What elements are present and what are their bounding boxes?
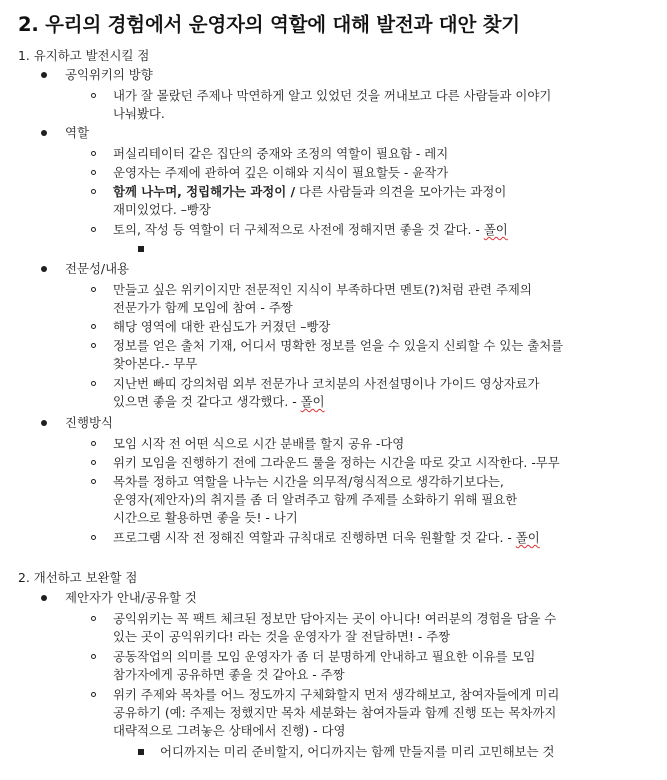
s1-g2-item4-text: 토의, 작성 등 역할이 더 구체적으로 사전에 정해지면 좋을 것 같다. - (113, 222, 484, 237)
s1-g4-item3-line2: 운영자(제안자)의 취지를 좀 더 알려주고 함께 주제를 소화하기 위해 필요한 (113, 492, 518, 507)
section2-heading: 2. 개선하고 보완할 점 (18, 570, 138, 585)
bullet-square-icon (138, 246, 144, 252)
s2-g1-label: 제안자가 안내/공유할 것 (65, 590, 197, 605)
s1-g1-item1-line2: 나눠봤다. (113, 106, 165, 121)
s1-g2-item3-line1 (113, 183, 506, 200)
bullet-disc-icon (41, 130, 47, 136)
s1-g2-label: 역할 (65, 125, 89, 140)
s1-g4-item3-line3: 시간으로 활용하면 좋을 듯! - 나기 (113, 510, 298, 525)
s1-g3-label: 전문성/내용 (65, 261, 130, 276)
s1-g4-item3-line1: 목차를 정하고 역할을 나누는 시간을 의무적/형식적으로 생각하기보다는, (113, 474, 504, 489)
s1-g4-item2: 위키 모임을 진행하기 전에 그라운드 룰을 정하는 시간을 따로 갖고 시작한다. -무무 (113, 455, 560, 470)
bullet-disc-icon (41, 266, 47, 272)
bullet-circle-icon (91, 692, 96, 697)
s1-g3-item3-line1: 정보를 얻은 출처 기재, 어디서 명확한 정보를 얻을 수 있을지 신뢰할 수 있는 출처를 (113, 338, 564, 353)
s1-g4-item1: 모임 시작 전 어떤 식으로 시간 분배를 할지 공유 -다영 (113, 436, 405, 451)
bullet-circle-icon (91, 343, 96, 348)
bullet-circle-icon (91, 324, 96, 329)
bullet-circle-icon (91, 535, 96, 540)
s2-g1-item3-line3: 대략적으로 그려놓은 상태에서 진행) - 다영 (113, 723, 346, 738)
bullet-circle-icon (91, 654, 96, 659)
s1-g3-item4-text: 있으면 좋을 것 같다고 생각했다. - (113, 394, 301, 409)
s2-g1-item1-line2: 있는 곳이 공익위키다! 라는 것을 운영자가 잘 전달하면! - 주짱 (113, 629, 451, 644)
s1-g2-item1: 퍼실리테이터 같은 집단의 중재와 조정의 역할이 필요함 - 레지 (113, 146, 449, 161)
s2-g1-item3-line1: 위키 주제와 목차를 어느 정도까지 구체화할지 먼저 생각해보고, 참여자들에게 미리 (113, 687, 560, 702)
bullet-disc-icon (41, 595, 47, 601)
s1-g4-label: 진행방식 (65, 415, 113, 430)
s2-g1-item1-line1: 공익위키는 꼭 팩트 체크된 정보만 담아지는 곳이 아니다! 여러분의 경험을 담을 수 (113, 611, 557, 626)
s1-g4-item4-author: 폴이 (515, 530, 540, 545)
page-title: 2. 우리의 경험에서 운영자의 역할에 대해 발전과 대안 찾기 (18, 13, 520, 36)
s1-g2-item2: 운영자는 주제에 관하여 깊은 이해와 지식이 필요할듯 - 윤작가 (113, 165, 449, 180)
s1-g2-item3-rest: 다른 사람들과 의견을 모아가는 과정이 (295, 184, 507, 199)
s1-g2-item3-bold: 함께 나누며, 정립해가는 과정이 / (113, 184, 296, 199)
bullet-circle-icon (91, 189, 96, 194)
bullet-circle-icon (91, 479, 96, 484)
bullet-circle-icon (91, 227, 96, 232)
bullet-circle-icon (91, 616, 96, 621)
bullet-circle-icon (91, 381, 96, 386)
s2-g1-item3-line2: 공유하기 (예: 주제는 정했지만 목차 세분화는 참여자들과 함께 진행 또는 목차까지 (113, 705, 557, 720)
section1-heading: 1. 유지하고 발전시킬 점 (18, 48, 150, 63)
s1-g4-item4 (113, 529, 540, 546)
s1-g1-label: 공익위키의 방향 (65, 67, 153, 82)
s2-g1-item2-line1: 공동작업의 의미를 모임 운영자가 좀 더 분명하게 안내하고 필요한 이유를 모임 (113, 649, 536, 664)
s1-g3-item4-line2 (113, 393, 325, 410)
bullet-disc-icon (41, 72, 47, 78)
bullet-circle-icon (91, 151, 96, 156)
bullet-square-icon (138, 749, 144, 755)
s1-g2-item3-line2: 재미있었다. –빵장 (113, 202, 211, 217)
s2-g1-item3-subitem: 어디까지는 미리 준비할지, 어디까지는 함께 만들지를 미리 고민해보는 것 (160, 744, 555, 759)
s1-g4-item4-text: 프로그램 시작 전 정해진 역할과 규칙대로 진행하면 더욱 원활할 것 같다. - (113, 530, 516, 545)
bullet-disc-icon (41, 420, 47, 426)
s1-g3-item1-line2: 전문가가 함께 모임에 참여 - 주짱 (113, 300, 293, 315)
s1-g3-item2: 해당 영역에 대한 관심도가 커졌던 –빵장 (113, 319, 331, 334)
s1-g3-item3-line2: 찾아본다.- 무무 (113, 356, 198, 371)
s1-g3-item4-author: 폴이 (300, 394, 325, 409)
s1-g1-item1-line1: 내가 잘 몰랐던 주제나 막연하게 알고 있었던 것을 꺼내보고 다른 사람들과 이야기 (113, 88, 552, 103)
bullet-circle-icon (91, 93, 96, 98)
s1-g2-item4 (113, 221, 508, 238)
s1-g3-item1-line1: 만들고 싶은 위키이지만 전문적인 지식이 부족하다면 멘토(?)처럼 관련 주제의 (113, 282, 532, 297)
bullet-circle-icon (91, 287, 96, 292)
bullet-circle-icon (91, 170, 96, 175)
s1-g2-item4-author: 폴이 (483, 222, 508, 237)
s2-g1-item2-line2: 참가자에게 공유하면 좋을 것 같아요 - 주짱 (113, 667, 345, 682)
bullet-circle-icon (91, 441, 96, 446)
bullet-circle-icon (91, 460, 96, 465)
s1-g3-item4-line1: 지난번 빠띠 강의처럼 외부 전문가나 코치분의 사전설명이나 가이드 영상자료가 (113, 376, 540, 391)
